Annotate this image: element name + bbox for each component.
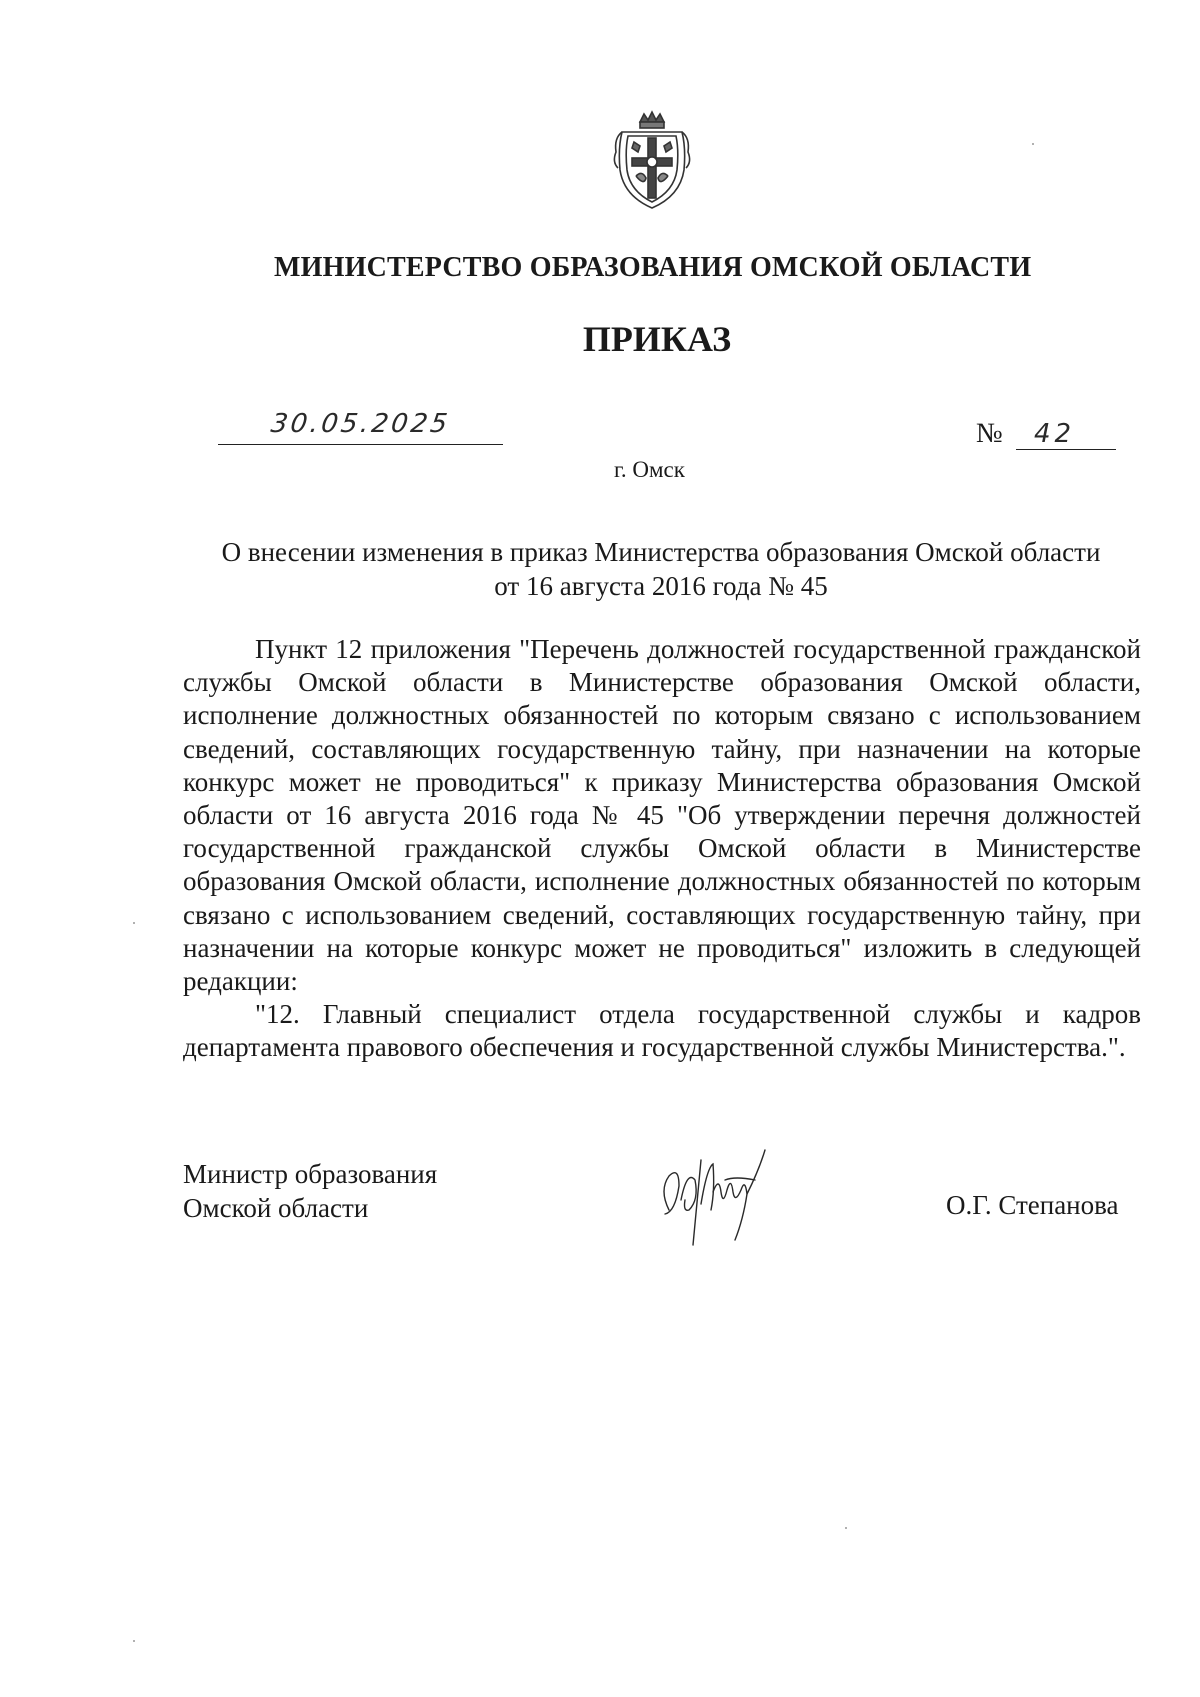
- order-body: [183, 633, 1141, 1065]
- position-line-2: Омской области: [183, 1193, 369, 1223]
- coat-of-arms-icon: [610, 108, 694, 212]
- handwritten-signature: [655, 1140, 795, 1255]
- date-field: [218, 408, 503, 445]
- date-underline: [218, 444, 503, 445]
- document-title: ПРИКАЗ: [582, 319, 732, 359]
- body-paragraph: "12. Главный специалист отдела государственной службы и кадров департамента правового обеспечения и государственной службы Министерства.".: [183, 999, 1141, 1063]
- order-subject: [180, 535, 1142, 603]
- number-handwritten: 42: [1016, 419, 1116, 450]
- city-label: г. Омск: [614, 457, 685, 482]
- body-paragraph: Пункт 12 приложения "Перечень должностей государственной гражданской службы Омской области в Министерстве образования Омской области, исполнение должностных обязанностей по которым связано с использованием сведений, составляющих государственную тайну, при назначении на которые конкурс может не проводиться" к приказу Министерства образования Омской области от 16 августа 2016 года № 45 "Об утверждении перечня должностей государственной гражданской службы Омской области в Министерстве образования Омской области, исполнение должностных обязанностей по которым связано с использованием сведений, составляющих государственную тайну, при назначении на которые конкурс может не проводиться" изложить в следующей редакции:: [183, 634, 1141, 997]
- scan-speck: [133, 1640, 135, 1642]
- scan-speck: [133, 922, 135, 924]
- scan-speck: [1032, 143, 1034, 145]
- scan-speck: [845, 1527, 847, 1529]
- number-field: [976, 418, 1116, 450]
- subject-line-1: О внесении изменения в приказ Министерства образования Омской области: [221, 537, 1101, 567]
- ministry-name: МИНИСТЕРСТВО ОБРАЗОВАНИЯ ОМСКОЙ ОБЛАСТИ: [274, 252, 1032, 283]
- date-handwritten: 30.05.2025: [268, 409, 453, 439]
- signatory-name: О.Г. Степанова: [946, 1190, 1119, 1220]
- signatory-position: [183, 1157, 437, 1225]
- position-line-1: Министр образования: [183, 1159, 438, 1189]
- number-sign: №: [976, 418, 1003, 449]
- subject-line-2: от 16 августа 2016 года № 45: [494, 571, 828, 601]
